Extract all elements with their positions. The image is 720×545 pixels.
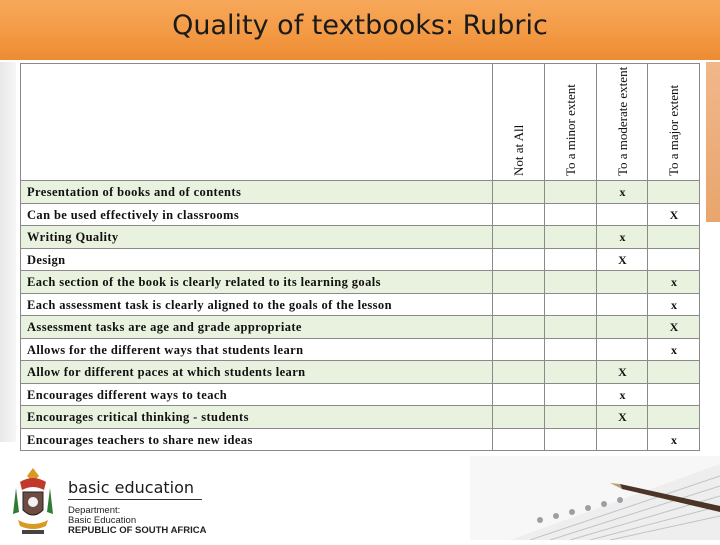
rating-cell <box>544 204 597 226</box>
rating-cell <box>596 316 648 338</box>
left-decoration <box>0 62 16 442</box>
rating-cell: x <box>647 339 700 361</box>
rating-cell <box>596 294 648 316</box>
row-label: Can be used effectively in classrooms <box>27 207 240 222</box>
rating-cell <box>647 249 700 271</box>
rating-cell <box>544 361 597 383</box>
table-row <box>21 248 699 271</box>
row-label: Encourages teachers to share new ideas <box>27 432 253 447</box>
rating-cell <box>492 181 545 203</box>
rating-cell <box>544 249 597 271</box>
rating-cell <box>647 406 700 428</box>
rating-cell <box>544 271 597 293</box>
rating-cell <box>596 339 648 361</box>
rating-cell <box>492 271 545 293</box>
rating-cell <box>647 384 700 406</box>
brand-department: Department: <box>68 505 121 516</box>
rating-cell <box>544 406 597 428</box>
row-label: Design <box>27 252 66 267</box>
rating-cell: x <box>647 429 700 451</box>
rating-cell <box>492 316 545 338</box>
rating-cell <box>596 271 648 293</box>
rating-cell <box>544 294 597 316</box>
row-label: Writing Quality <box>27 230 119 244</box>
column-header <box>492 64 545 180</box>
rating-cell: x <box>596 384 648 406</box>
table-row <box>21 315 699 338</box>
row-label: Assessment tasks are age and grade appropriate <box>27 320 302 334</box>
right-decoration <box>706 62 720 222</box>
column-header-label: Not at All <box>511 124 526 176</box>
rating-cell <box>492 249 545 271</box>
rating-cell <box>544 339 597 361</box>
row-label: Presentation of books and of contents <box>27 185 242 199</box>
rating-cell: X <box>647 204 700 226</box>
brand-divider <box>68 499 202 500</box>
row-label: Allows for the different ways that students learn <box>27 342 304 357</box>
table-row <box>21 293 699 316</box>
column-header <box>544 64 597 180</box>
rating-cell <box>492 226 545 248</box>
logo-area <box>0 458 300 540</box>
rating-cell <box>492 406 545 428</box>
column-header-label: To a moderate extent <box>614 66 630 176</box>
rating-cell: X <box>596 361 648 383</box>
table-row <box>21 360 699 383</box>
rubric-header <box>21 64 699 180</box>
column-header-label: To a major extent <box>666 84 681 176</box>
brand-country: REPUBLIC OF SOUTH AFRICA <box>68 525 207 536</box>
rating-cell <box>492 361 545 383</box>
table-row <box>21 203 699 226</box>
table-row <box>21 383 699 406</box>
rating-cell: X <box>596 249 648 271</box>
table-row <box>21 180 699 203</box>
table-row <box>21 270 699 293</box>
rating-cell <box>647 181 700 203</box>
rating-cell <box>544 384 597 406</box>
rating-cell <box>647 361 700 383</box>
notebook-pen-image <box>470 456 720 540</box>
slide-title: Quality of textbooks: Rubric <box>172 10 548 41</box>
rating-cell <box>544 226 597 248</box>
table-row <box>21 405 699 428</box>
rating-cell: x <box>647 271 700 293</box>
rating-cell <box>492 339 545 361</box>
row-label: Each section of the book is clearly related to its learning goals <box>27 275 381 289</box>
row-label: Each assessment task is clearly aligned to the goals of the lesson <box>27 297 392 312</box>
rating-cell: X <box>596 406 648 428</box>
brand-name: basic education <box>68 478 195 497</box>
brand-department-name: Basic Education <box>68 515 137 526</box>
rating-cell <box>596 204 648 226</box>
rating-cell <box>544 429 597 451</box>
title-bar <box>0 0 720 60</box>
rubric-table <box>20 63 700 451</box>
notebook-pen-icon <box>470 456 720 540</box>
rating-cell <box>492 204 545 226</box>
rating-cell: X <box>647 316 700 338</box>
coat-of-arms-icon <box>8 464 58 540</box>
rating-cell: x <box>596 181 648 203</box>
table-row <box>21 225 699 248</box>
rating-cell <box>647 226 700 248</box>
column-header <box>647 64 700 180</box>
row-label: Encourages critical thinking - students <box>27 410 249 424</box>
column-header-label: To a minor extent <box>563 84 578 176</box>
rating-cell <box>492 294 545 316</box>
table-row <box>21 338 699 361</box>
table-row <box>21 428 699 451</box>
rating-cell: x <box>647 294 700 316</box>
row-label: Encourages different ways to teach <box>27 387 228 402</box>
rating-cell <box>492 429 545 451</box>
rating-cell <box>544 181 597 203</box>
rating-cell <box>492 384 545 406</box>
rating-cell <box>544 316 597 338</box>
row-label: Allow for different paces at which students learn <box>27 365 306 379</box>
rating-cell <box>596 429 648 451</box>
rating-cell: x <box>596 226 648 248</box>
column-header <box>596 64 648 180</box>
